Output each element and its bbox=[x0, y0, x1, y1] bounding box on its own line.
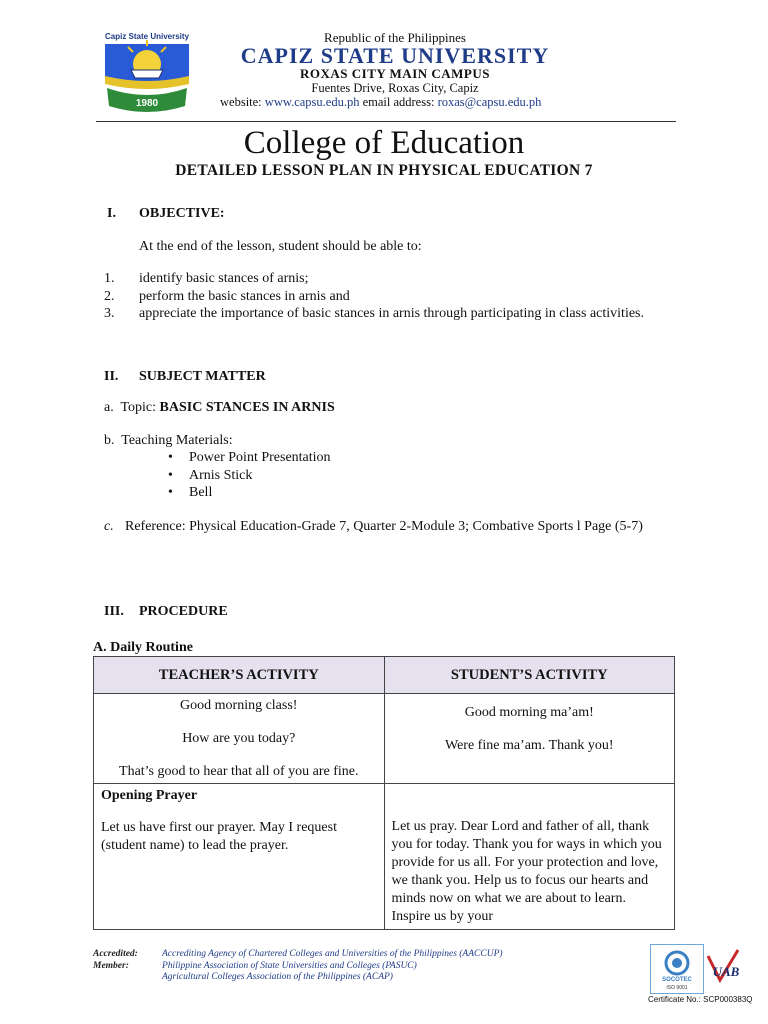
teacher-prayer-request: Let us have first our prayer. May I request (student name) to lead the prayer. bbox=[101, 820, 337, 853]
teacher-response: That’s good to hear that all of you are fine. bbox=[119, 764, 359, 779]
accredited-label: Accredited: bbox=[93, 949, 138, 959]
material-item-2: Arnis Stick bbox=[189, 468, 253, 483]
email-link[interactable]: roxas@capsu.edu.ph bbox=[437, 95, 542, 109]
reference-value: Physical Education-Grade 7, Quarter 2-Module 3; Combative Sports l Page (5-7) bbox=[189, 519, 643, 534]
objective-item-1: identify basic stances of arnis; bbox=[139, 271, 309, 286]
materials-label: Teaching Materials: bbox=[121, 433, 233, 448]
lesson-plan-title: DETAILED LESSON PLAN IN PHYSICAL EDUCATION 7 bbox=[175, 162, 593, 179]
greeting-teacher-cell bbox=[94, 694, 385, 784]
student-greeting: Good morning ma’am! bbox=[464, 705, 594, 720]
material-item-3: Bell bbox=[189, 485, 213, 500]
campus-name: ROXAS CITY MAIN CAMPUS bbox=[300, 66, 490, 81]
reference-label: Reference: bbox=[125, 519, 186, 534]
material-bullet-1: • bbox=[168, 450, 173, 465]
reference-line bbox=[125, 518, 675, 536]
daily-routine-heading: A. Daily Routine bbox=[93, 640, 193, 655]
reference-letter: c. bbox=[104, 519, 114, 534]
daily-routine-table bbox=[93, 656, 675, 930]
material-item-1: Power Point Presentation bbox=[189, 450, 331, 465]
procedure-numeral: III. bbox=[104, 604, 124, 619]
objective-num-2: 2. bbox=[104, 289, 115, 304]
website-link[interactable]: www.capsu.edu.ph bbox=[264, 95, 360, 109]
accredited-text: Accrediting Agency of Chartered Colleges and Universities of the Philippines (AACCUP) bbox=[162, 949, 503, 959]
website-label: website: bbox=[220, 95, 262, 109]
contact-line bbox=[220, 95, 580, 110]
uab-label: UAB bbox=[712, 964, 740, 979]
objective-item-3: appreciate the importance of basic stances in arnis through participating in class activities. bbox=[139, 306, 644, 321]
student-prayer: Let us pray. Dear Lord and father of all, thank you for today. Thank you for ways in which you provide for us all. For your protection and love, we thank you. Help us to focus our hearts and minds now on what we are about to learn. Inspire us by your bbox=[391, 819, 662, 924]
socotec-logo bbox=[650, 944, 704, 994]
table-header-row bbox=[94, 657, 675, 694]
student-column-header: STUDENT’S ACTIVITY bbox=[384, 657, 674, 694]
certificate-number: Certificate No.: SCP000383Q bbox=[648, 995, 753, 1004]
table-row bbox=[94, 784, 675, 930]
university-logo bbox=[97, 28, 197, 116]
topic-line bbox=[104, 399, 335, 417]
student-response: Were fine ma’am. Thank you! bbox=[445, 738, 614, 753]
opening-prayer-heading: Opening Prayer bbox=[101, 788, 198, 803]
objective-heading: OBJECTIVE: bbox=[139, 206, 225, 221]
materials-letter: b. bbox=[104, 433, 115, 448]
procedure-heading: PROCEDURE bbox=[139, 604, 228, 619]
objective-numeral: I. bbox=[107, 206, 116, 221]
email-label: email address: bbox=[362, 95, 435, 109]
topic-label: Topic: bbox=[120, 400, 157, 415]
socotec-label: SOCOTEC bbox=[662, 977, 692, 983]
subject-heading: SUBJECT MATTER bbox=[139, 369, 266, 384]
materials-line bbox=[104, 432, 233, 450]
teacher-greeting: Good morning class! bbox=[180, 698, 298, 713]
objective-num-3: 3. bbox=[104, 306, 115, 321]
prayer-student-cell bbox=[384, 784, 674, 930]
topic-value: BASIC STANCES IN ARNIS bbox=[159, 400, 335, 415]
objective-intro: At the end of the lesson, student should be able to: bbox=[139, 239, 422, 254]
teacher-question: How are you today? bbox=[182, 731, 296, 746]
republic-line: Republic of the Philippines bbox=[324, 30, 466, 45]
objective-num-1: 1. bbox=[104, 271, 115, 286]
objective-item-2: perform the basic stances in arnis and bbox=[139, 289, 350, 304]
university-name: CAPIZ STATE UNIVERSITY bbox=[240, 43, 550, 68]
prayer-teacher-cell bbox=[94, 784, 385, 930]
iso-label: ISO 9001 bbox=[666, 985, 688, 991]
topic-letter: a. bbox=[104, 400, 114, 415]
member-label: Member: bbox=[93, 961, 129, 971]
member-text-2: Agricultural Colleges Association of the Philippines (ACAP) bbox=[162, 972, 393, 982]
material-bullet-2: • bbox=[168, 468, 173, 483]
subject-numeral: II. bbox=[104, 369, 119, 384]
member-text-1: Philippine Association of State Universities and Colleges (PASUC) bbox=[162, 961, 417, 971]
college-title: College of Education bbox=[243, 125, 525, 161]
teacher-column-header: TEACHER’S ACTIVITY bbox=[94, 657, 385, 694]
logo-caption: Capiz State University bbox=[104, 32, 190, 41]
table-row bbox=[94, 694, 675, 784]
logo-year: 1980 bbox=[135, 98, 159, 109]
campus-address: Fuentes Drive, Roxas City, Capiz bbox=[311, 81, 479, 95]
greeting-student-cell bbox=[384, 694, 674, 784]
material-bullet-3: • bbox=[168, 485, 173, 500]
header-divider bbox=[96, 121, 676, 122]
uab-logo bbox=[704, 946, 744, 992]
